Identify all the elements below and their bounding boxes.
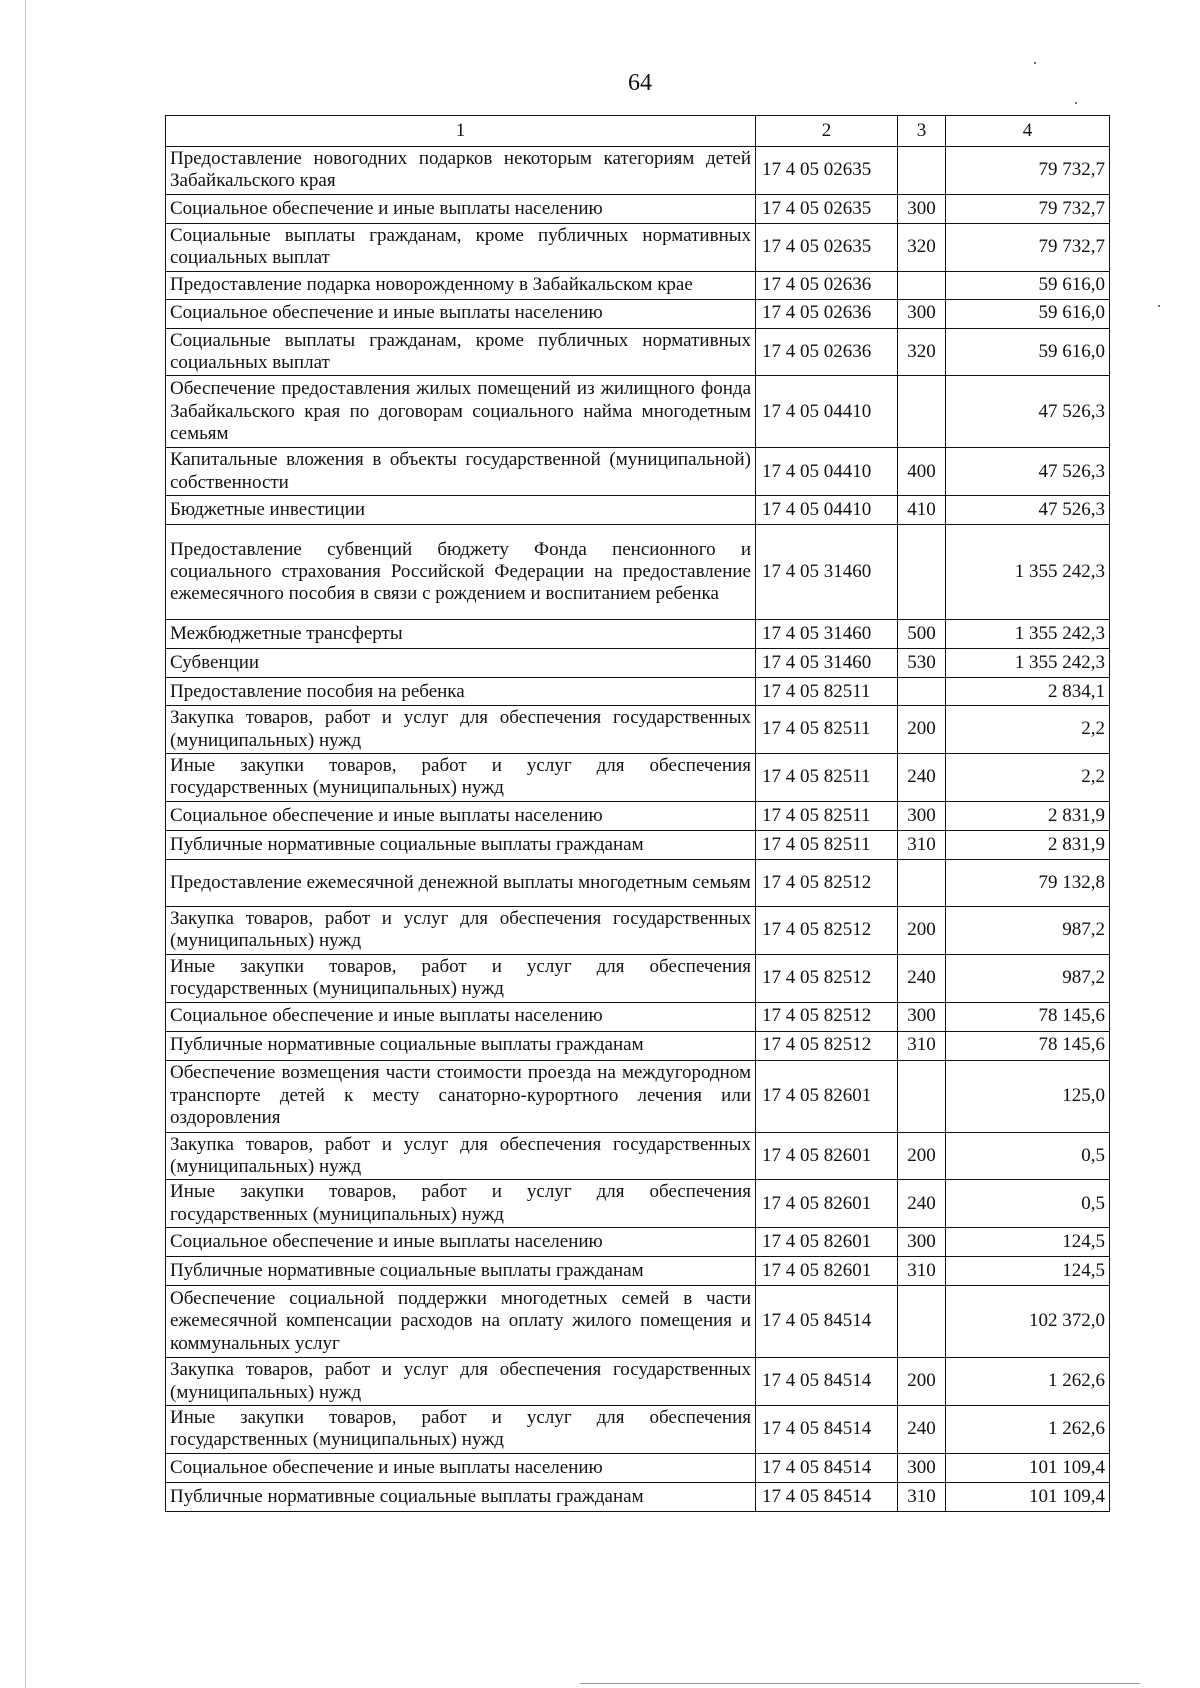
- table-row: [166, 223, 1110, 271]
- row-name-cell: Публичные нормативные социальные выплаты гражданам: [166, 1257, 756, 1286]
- row-name-cell: Предоставление субвенций бюджету Фонда пенсионного и социального страхования Российской Федерации на предоставление ежемесячного пособия в связи с рождением и воспитанием ребенка: [166, 525, 756, 620]
- row-code-cell: 17 4 05 02635: [756, 194, 898, 223]
- row-amount-cell: 2 831,9: [946, 801, 1110, 830]
- row-amount-cell: 59 616,0: [946, 299, 1110, 328]
- row-amount-cell: 1 355 242,3: [946, 525, 1110, 620]
- row-vr-cell: [898, 1060, 946, 1132]
- scan-bottom-line: [580, 1683, 1140, 1684]
- row-amount-cell: 1 262,6: [946, 1358, 1110, 1406]
- row-code-cell: 17 4 05 02636: [756, 271, 898, 299]
- row-name-cell: Обеспечение предоставления жилых помещений из жилищного фонда Забайкальского края по договорам социального найма многодетным семьям: [166, 376, 756, 448]
- row-code-cell: 17 4 05 82512: [756, 859, 898, 906]
- row-vr-cell: [898, 271, 946, 299]
- row-amount-cell: 125,0: [946, 1060, 1110, 1132]
- row-name-cell: Публичные нормативные социальные выплаты гражданам: [166, 830, 756, 859]
- row-code-cell: 17 4 05 82512: [756, 1031, 898, 1060]
- row-amount-cell: 124,5: [946, 1257, 1110, 1286]
- row-amount-cell: 47 526,3: [946, 376, 1110, 448]
- scan-edge-line: [25, 0, 26, 1688]
- table-row: [166, 1453, 1110, 1482]
- row-vr-cell: 200: [898, 1132, 946, 1180]
- header-col-2: 2: [756, 116, 898, 147]
- row-vr-cell: 240: [898, 754, 946, 802]
- table-body: [166, 147, 1110, 1512]
- page-number: 64: [628, 70, 652, 96]
- table-row: [166, 801, 1110, 830]
- row-vr-cell: [898, 147, 946, 195]
- header-col-4: 4: [946, 116, 1110, 147]
- row-name-cell: Социальное обеспечение и иные выплаты населению: [166, 1228, 756, 1257]
- row-code-cell: 17 4 05 82511: [756, 830, 898, 859]
- row-name-cell: Капитальные вложения в объекты государственной (муниципальной) собственности: [166, 448, 756, 496]
- table-row: [166, 1358, 1110, 1406]
- table-row: [166, 328, 1110, 376]
- row-vr-cell: [898, 376, 946, 448]
- row-vr-cell: 300: [898, 299, 946, 328]
- row-name-cell: Социальное обеспечение и иные выплаты населению: [166, 801, 756, 830]
- table-row: [166, 1060, 1110, 1132]
- table-row: [166, 649, 1110, 678]
- row-code-cell: 17 4 05 82601: [756, 1180, 898, 1228]
- header-col-1: 1: [166, 116, 756, 147]
- table-row: [166, 271, 1110, 299]
- row-vr-cell: [898, 1286, 946, 1358]
- row-name-cell: Социальное обеспечение и иные выплаты населению: [166, 299, 756, 328]
- row-vr-cell: 320: [898, 223, 946, 271]
- row-code-cell: 17 4 05 02635: [756, 223, 898, 271]
- row-amount-cell: 102 372,0: [946, 1286, 1110, 1358]
- row-name-cell: Социальное обеспечение и иные выплаты населению: [166, 1453, 756, 1482]
- row-vr-cell: 300: [898, 1002, 946, 1031]
- row-amount-cell: 1 355 242,3: [946, 649, 1110, 678]
- table-header: [166, 116, 1110, 147]
- table-row: [166, 376, 1110, 448]
- row-code-cell: 17 4 05 04410: [756, 496, 898, 525]
- row-amount-cell: 101 109,4: [946, 1482, 1110, 1511]
- row-code-cell: 17 4 05 82601: [756, 1228, 898, 1257]
- table-row: [166, 906, 1110, 954]
- row-vr-cell: 500: [898, 620, 946, 649]
- row-code-cell: 17 4 05 82512: [756, 1002, 898, 1031]
- row-code-cell: 17 4 05 82512: [756, 954, 898, 1002]
- row-name-cell: Социальные выплаты гражданам, кроме публичных нормативных социальных выплат: [166, 328, 756, 376]
- row-vr-cell: 310: [898, 1031, 946, 1060]
- row-code-cell: 17 4 05 82601: [756, 1060, 898, 1132]
- row-name-cell: Иные закупки товаров, работ и услуг для обеспечения государственных (муниципальных) нужд: [166, 754, 756, 802]
- budget-table: [165, 115, 1110, 1512]
- row-amount-cell: 59 616,0: [946, 328, 1110, 376]
- row-name-cell: Бюджетные инвестиции: [166, 496, 756, 525]
- table-row: [166, 1482, 1110, 1511]
- table-row: [166, 1257, 1110, 1286]
- row-amount-cell: 47 526,3: [946, 448, 1110, 496]
- row-amount-cell: 124,5: [946, 1228, 1110, 1257]
- row-code-cell: 17 4 05 31460: [756, 620, 898, 649]
- row-vr-cell: [898, 678, 946, 706]
- row-amount-cell: 79 132,8: [946, 859, 1110, 906]
- row-vr-cell: 310: [898, 830, 946, 859]
- table-row: [166, 678, 1110, 706]
- row-amount-cell: 987,2: [946, 954, 1110, 1002]
- row-code-cell: 17 4 05 02636: [756, 299, 898, 328]
- row-vr-cell: [898, 859, 946, 906]
- table-row: [166, 1228, 1110, 1257]
- row-name-cell: Закупка товаров, работ и услуг для обеспечения государственных (муниципальных) нужд: [166, 906, 756, 954]
- row-vr-cell: 400: [898, 448, 946, 496]
- row-name-cell: Обеспечение социальной поддержки многодетных семей в части ежемесячной компенсации расходов на оплату жилого помещения и коммунальных услуг: [166, 1286, 756, 1358]
- row-vr-cell: 530: [898, 649, 946, 678]
- row-amount-cell: 78 145,6: [946, 1002, 1110, 1031]
- table-row: [166, 859, 1110, 906]
- row-amount-cell: 2,2: [946, 706, 1110, 754]
- table-row: [166, 754, 1110, 802]
- header-row: [166, 116, 1110, 147]
- row-name-cell: Публичные нормативные социальные выплаты гражданам: [166, 1031, 756, 1060]
- row-amount-cell: 78 145,6: [946, 1031, 1110, 1060]
- row-name-cell: Иные закупки товаров, работ и услуг для обеспечения государственных (муниципальных) нужд: [166, 1405, 756, 1453]
- row-name-cell: Социальное обеспечение и иные выплаты населению: [166, 1002, 756, 1031]
- table-row: [166, 1132, 1110, 1180]
- row-name-cell: Закупка товаров, работ и услуг для обеспечения государственных (муниципальных) нужд: [166, 706, 756, 754]
- row-name-cell: Закупка товаров, работ и услуг для обеспечения государственных (муниципальных) нужд: [166, 1132, 756, 1180]
- row-name-cell: Предоставление пособия на ребенка: [166, 678, 756, 706]
- row-amount-cell: 101 109,4: [946, 1453, 1110, 1482]
- row-name-cell: Закупка товаров, работ и услуг для обеспечения государственных (муниципальных) нужд: [166, 1358, 756, 1406]
- table-row: [166, 496, 1110, 525]
- row-name-cell: Обеспечение возмещения части стоимости проезда на междугородном транспорте детей к месту санаторно-курортного лечения или оздоровления: [166, 1060, 756, 1132]
- row-code-cell: 17 4 05 02636: [756, 328, 898, 376]
- row-code-cell: 17 4 05 31460: [756, 649, 898, 678]
- row-vr-cell: 200: [898, 906, 946, 954]
- scan-speck: [1158, 305, 1160, 307]
- row-vr-cell: 320: [898, 328, 946, 376]
- row-name-cell: Социальные выплаты гражданам, кроме публичных нормативных социальных выплат: [166, 223, 756, 271]
- row-name-cell: Межбюджетные трансферты: [166, 620, 756, 649]
- row-code-cell: 17 4 05 84514: [756, 1358, 898, 1406]
- header-col-3: 3: [898, 116, 946, 147]
- row-code-cell: 17 4 05 82511: [756, 706, 898, 754]
- row-amount-cell: 79 732,7: [946, 194, 1110, 223]
- row-code-cell: 17 4 05 04410: [756, 376, 898, 448]
- row-code-cell: 17 4 05 84514: [756, 1286, 898, 1358]
- table-row: [166, 448, 1110, 496]
- row-code-cell: 17 4 05 82601: [756, 1257, 898, 1286]
- row-amount-cell: 1 355 242,3: [946, 620, 1110, 649]
- row-name-cell: Предоставление подарка новорожденному в Забайкальском крае: [166, 271, 756, 299]
- row-vr-cell: 300: [898, 1228, 946, 1257]
- row-vr-cell: 300: [898, 801, 946, 830]
- row-code-cell: 17 4 05 82511: [756, 754, 898, 802]
- table-row: [166, 830, 1110, 859]
- row-name-cell: Предоставление новогодних подарков некоторым категориям детей Забайкальского края: [166, 147, 756, 195]
- row-amount-cell: 0,5: [946, 1132, 1110, 1180]
- row-name-cell: Социальное обеспечение и иные выплаты населению: [166, 194, 756, 223]
- row-amount-cell: 2,2: [946, 754, 1110, 802]
- row-code-cell: 17 4 05 84514: [756, 1482, 898, 1511]
- row-code-cell: 17 4 05 82511: [756, 801, 898, 830]
- table-row: [166, 706, 1110, 754]
- row-vr-cell: 410: [898, 496, 946, 525]
- row-name-cell: Предоставление ежемесячной денежной выплаты многодетным семьям: [166, 859, 756, 906]
- row-code-cell: 17 4 05 82512: [756, 906, 898, 954]
- row-vr-cell: 200: [898, 706, 946, 754]
- row-name-cell: Субвенции: [166, 649, 756, 678]
- row-amount-cell: 1 262,6: [946, 1405, 1110, 1453]
- row-amount-cell: 2 831,9: [946, 830, 1110, 859]
- table-row: [166, 194, 1110, 223]
- table-row: [166, 1405, 1110, 1453]
- table-row: [166, 147, 1110, 195]
- row-code-cell: 17 4 05 82601: [756, 1132, 898, 1180]
- scan-speck: [1034, 62, 1036, 64]
- row-code-cell: 17 4 05 04410: [756, 448, 898, 496]
- row-amount-cell: 47 526,3: [946, 496, 1110, 525]
- table-row: [166, 1286, 1110, 1358]
- row-name-cell: Публичные нормативные социальные выплаты гражданам: [166, 1482, 756, 1511]
- row-vr-cell: 310: [898, 1257, 946, 1286]
- table-row: [166, 620, 1110, 649]
- row-vr-cell: 300: [898, 194, 946, 223]
- row-vr-cell: 240: [898, 1180, 946, 1228]
- row-amount-cell: 2 834,1: [946, 678, 1110, 706]
- row-amount-cell: 79 732,7: [946, 147, 1110, 195]
- scan-speck: [1075, 102, 1077, 104]
- row-vr-cell: 300: [898, 1453, 946, 1482]
- row-amount-cell: 59 616,0: [946, 271, 1110, 299]
- row-code-cell: 17 4 05 82511: [756, 678, 898, 706]
- row-name-cell: Иные закупки товаров, работ и услуг для обеспечения государственных (муниципальных) нужд: [166, 1180, 756, 1228]
- row-vr-cell: 240: [898, 1405, 946, 1453]
- row-amount-cell: 79 732,7: [946, 223, 1110, 271]
- table-row: [166, 299, 1110, 328]
- row-code-cell: 17 4 05 84514: [756, 1405, 898, 1453]
- table-row: [166, 1180, 1110, 1228]
- row-vr-cell: [898, 525, 946, 620]
- table-row: [166, 525, 1110, 620]
- row-code-cell: 17 4 05 02635: [756, 147, 898, 195]
- row-vr-cell: 200: [898, 1358, 946, 1406]
- table-row: [166, 954, 1110, 1002]
- row-vr-cell: 310: [898, 1482, 946, 1511]
- row-amount-cell: 987,2: [946, 906, 1110, 954]
- row-name-cell: Иные закупки товаров, работ и услуг для обеспечения государственных (муниципальных) нужд: [166, 954, 756, 1002]
- table-row: [166, 1002, 1110, 1031]
- table-row: [166, 1031, 1110, 1060]
- row-code-cell: 17 4 05 84514: [756, 1453, 898, 1482]
- row-amount-cell: 0,5: [946, 1180, 1110, 1228]
- row-code-cell: 17 4 05 31460: [756, 525, 898, 620]
- row-vr-cell: 240: [898, 954, 946, 1002]
